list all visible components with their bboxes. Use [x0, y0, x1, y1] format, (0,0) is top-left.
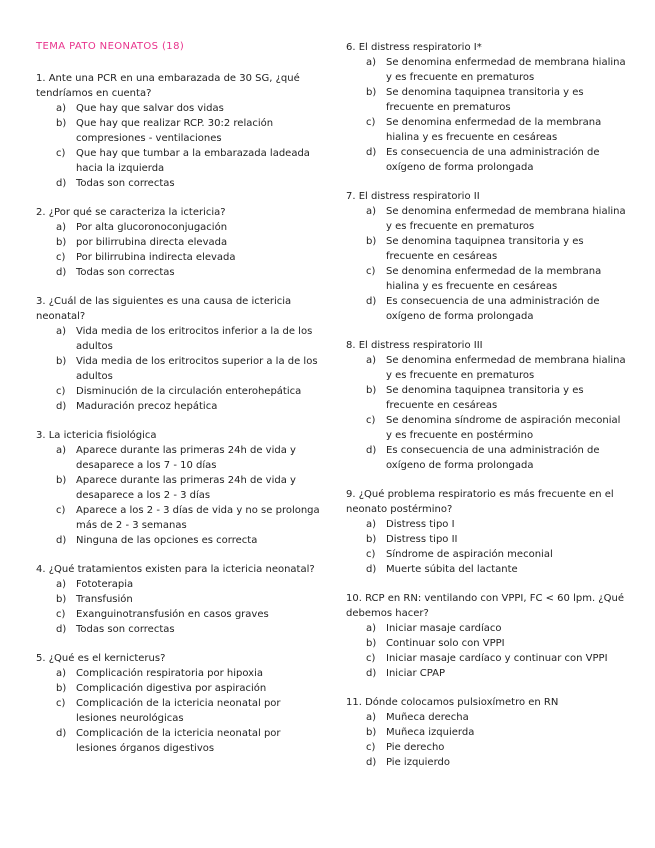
option-letter: c) [56, 698, 66, 709]
option-letter: d) [366, 296, 377, 307]
option-letter: b) [366, 87, 377, 98]
answer-option [346, 636, 628, 651]
question-text: 3. ¿Cuál de las siguientes es una causa de ictericia neonatal? [36, 296, 292, 322]
option-letter: a) [56, 222, 67, 233]
option-text: Es consecuencia de una administración de oxígeno de forma prolongada [386, 147, 600, 173]
option-letter: d) [366, 147, 377, 158]
answer-option [36, 592, 321, 607]
answer-option [36, 101, 321, 116]
answer-option [346, 204, 628, 234]
option-text: Todas son correctas [76, 267, 175, 278]
option-letter: b) [366, 638, 377, 649]
answer-option [346, 353, 628, 383]
option-text: Complicación de la ictericia neonatal por lesiones neurológicas [76, 698, 281, 724]
question [346, 40, 628, 175]
option-text: Es consecuencia de una administración de oxígeno de forma prolongada [386, 296, 600, 322]
answer-option [346, 710, 628, 725]
option-text: Exanguinotransfusión en casos graves [76, 609, 269, 620]
question [346, 695, 628, 770]
option-text: Muerte súbita del lactante [386, 564, 518, 575]
option-letter: a) [366, 206, 377, 217]
option-letter: c) [56, 609, 66, 620]
option-text: Distress tipo I [386, 519, 455, 530]
answer-option [346, 115, 628, 145]
answer-option [36, 607, 321, 622]
option-text: Iniciar CPAP [386, 668, 446, 679]
answer-option [346, 532, 628, 547]
option-text: Por bilirrubina indirecta elevada [76, 252, 236, 263]
option-letter: d) [366, 564, 377, 575]
option-letter: d) [366, 668, 377, 679]
option-list [346, 204, 628, 324]
answer-option [36, 399, 321, 414]
answer-option [346, 755, 628, 770]
option-text: Pie izquierdo [386, 757, 450, 768]
option-letter: a) [366, 712, 377, 723]
option-text: Distress tipo II [386, 534, 458, 545]
option-letter: a) [366, 623, 377, 634]
question-text: 11. Dónde colocamos pulsioxímetro en RN [346, 697, 559, 708]
option-text: Se denomina enfermedad de la membrana hialina y es frecuente en cesáreas [386, 266, 602, 292]
option-text: Es consecuencia de una administración de oxígeno de forma prolongada [386, 445, 600, 471]
option-text: Muñeca derecha [386, 712, 469, 723]
option-letter: c) [366, 117, 376, 128]
question [36, 562, 321, 637]
answer-option [346, 234, 628, 264]
option-letter: d) [56, 728, 67, 739]
question-text: 1. Ante una PCR en una embarazada de 30 SG, ¿qué tendríamos en cuenta? [36, 73, 300, 99]
right-column [346, 40, 628, 784]
option-letter: c) [56, 252, 66, 263]
option-text: por bilirrubina directa elevada [76, 237, 228, 248]
option-letter: b) [56, 475, 67, 486]
option-text: Se denomina síndrome de aspiración meconial y es frecuente en postérmino [386, 415, 621, 441]
question-text: 3. La ictericia fisiológica [36, 430, 157, 441]
question [346, 591, 628, 681]
question-text: 4. ¿Qué tratamientos existen para la ictericia neonatal? [36, 564, 315, 575]
option-letter: c) [366, 549, 376, 560]
option-text: Que hay que salvar dos vidas [76, 103, 224, 114]
option-list [36, 101, 321, 191]
option-list [36, 577, 321, 637]
question [36, 294, 321, 414]
answer-option [346, 517, 628, 532]
answer-option [346, 145, 628, 175]
option-text: Continuar solo con VPPI [386, 638, 505, 649]
option-letter: d) [366, 757, 377, 768]
question-text: 10. RCP en RN: ventilando con VPPI, FC < 60 lpm. ¿Qué debemos hacer? [346, 593, 624, 619]
option-letter: c) [366, 653, 376, 664]
option-list [346, 621, 628, 681]
option-text: Que hay que realizar RCP. 30:2 relación compresiones - ventilaciones [76, 118, 274, 144]
answer-option [36, 533, 321, 548]
option-list [36, 443, 321, 548]
option-list [36, 324, 321, 414]
option-text: Por alta glucoronoconjugación [76, 222, 228, 233]
option-text: Ninguna de las opciones es correcta [76, 535, 258, 546]
question [36, 428, 321, 548]
question [346, 338, 628, 473]
option-text: Aparece durante las primeras 24h de vida y desaparece a los 7 - 10 días [76, 445, 296, 471]
option-text: Se denomina enfermedad de la membrana hialina y es frecuente en cesáreas [386, 117, 602, 143]
option-text: Disminución de la circulación enterohepática [76, 386, 302, 397]
left-column [36, 40, 321, 770]
option-letter: b) [56, 237, 67, 248]
answer-option [36, 250, 321, 265]
option-letter: b) [366, 236, 377, 247]
answer-option [36, 146, 321, 176]
option-list [36, 220, 321, 280]
option-letter: c) [366, 742, 376, 753]
option-text: Se denomina taquipnea transitoria y es frecuente en cesáreas [386, 236, 584, 262]
question [346, 189, 628, 324]
option-text: Se denomina enfermedad de membrana hialina y es frecuente en prematuros [386, 57, 626, 83]
option-letter: a) [366, 355, 377, 366]
option-text: Fototerapia [76, 579, 134, 590]
option-text: Se denomina taquipnea transitoria y es frecuente en prematuros [386, 87, 584, 113]
left-question-list [36, 71, 321, 756]
option-letter: b) [366, 534, 377, 545]
answer-option [346, 547, 628, 562]
answer-option [36, 324, 321, 354]
option-list [346, 55, 628, 175]
option-letter: a) [56, 579, 67, 590]
answer-option [346, 651, 628, 666]
answer-option [346, 740, 628, 755]
answer-option [36, 443, 321, 473]
option-letter: b) [366, 385, 377, 396]
option-letter: c) [56, 505, 66, 516]
option-letter: a) [56, 445, 67, 456]
answer-option [346, 621, 628, 636]
option-letter: b) [56, 683, 67, 694]
option-text: Pie derecho [386, 742, 445, 753]
option-text: Síndrome de aspiración meconial [386, 549, 553, 560]
question-text: 2. ¿Por qué se caracteriza la ictericia? [36, 207, 226, 218]
answer-option [36, 666, 321, 681]
option-list [346, 517, 628, 577]
option-list [36, 666, 321, 756]
answer-option [36, 354, 321, 384]
option-letter: b) [56, 594, 67, 605]
answer-option [346, 443, 628, 473]
answer-option [346, 294, 628, 324]
option-letter: a) [366, 519, 377, 530]
option-letter: a) [366, 57, 377, 68]
option-text: Se denomina enfermedad de membrana hialina y es frecuente en prematuros [386, 206, 626, 232]
answer-option [36, 384, 321, 399]
question-text: 7. El distress respiratorio II [346, 191, 480, 202]
option-text: Iniciar masaje cardíaco [386, 623, 502, 634]
answer-option [36, 577, 321, 592]
option-text: Que hay que tumbar a la embarazada ladeada hacia la izquierda [76, 148, 310, 174]
option-text: Transfusión [76, 594, 133, 605]
option-text: Aparece durante las primeras 24h de vida y desaparece a los 2 - 3 días [76, 475, 296, 501]
option-letter: a) [56, 326, 67, 337]
option-letter: d) [56, 535, 67, 546]
option-letter: d) [56, 267, 67, 278]
option-text: Muñeca izquierda [386, 727, 475, 738]
option-letter: b) [56, 118, 67, 129]
right-question-list [346, 40, 628, 770]
question-text: 6. El distress respiratorio I* [346, 42, 482, 53]
option-letter: c) [56, 148, 66, 159]
option-letter: d) [56, 178, 67, 189]
option-letter: d) [366, 445, 377, 456]
question [36, 651, 321, 756]
option-text: Todas son correctas [76, 178, 175, 189]
option-list [346, 353, 628, 473]
option-text: Complicación de la ictericia neonatal por lesiones órganos digestivos [76, 728, 281, 754]
option-text: Vida media de los eritrocitos inferior a la de los adultos [76, 326, 313, 352]
answer-option [36, 176, 321, 191]
answer-option [36, 473, 321, 503]
option-text: Complicación digestiva por aspiración [76, 683, 267, 694]
answer-option [36, 265, 321, 280]
option-letter: a) [56, 668, 67, 679]
answer-option [36, 696, 321, 726]
answer-option [346, 666, 628, 681]
question [346, 487, 628, 577]
option-letter: c) [366, 266, 376, 277]
answer-option [346, 85, 628, 115]
answer-option [346, 383, 628, 413]
option-letter: d) [56, 624, 67, 635]
option-letter: a) [56, 103, 67, 114]
page-title: TEMA PATO NEONATOS (18) [36, 41, 185, 52]
option-text: Se denomina enfermedad de membrana hialina y es frecuente en prematuros [386, 355, 626, 381]
answer-option [36, 681, 321, 696]
answer-option [346, 725, 628, 740]
answer-option [36, 116, 321, 146]
answer-option [346, 264, 628, 294]
option-letter: b) [366, 727, 377, 738]
answer-option [36, 220, 321, 235]
question-text: 9. ¿Qué problema respiratorio es más frecuente en el neonato postérmino? [346, 489, 614, 515]
option-letter: c) [366, 415, 376, 426]
option-text: Complicación respiratoria por hipoxia [76, 668, 263, 679]
answer-option [346, 562, 628, 577]
answer-option [36, 235, 321, 250]
answer-option [36, 503, 321, 533]
option-list [346, 710, 628, 770]
option-letter: c) [56, 386, 66, 397]
question [36, 205, 321, 280]
option-letter: d) [56, 401, 67, 412]
option-text: Se denomina taquipnea transitoria y es frecuente en cesáreas [386, 385, 584, 411]
option-text: Todas son correctas [76, 624, 175, 635]
option-text: Iniciar masaje cardíaco y continuar con VPPI [386, 653, 608, 664]
option-text: Vida media de los eritrocitos superior a la de los adultos [76, 356, 318, 382]
answer-option [36, 622, 321, 637]
question [36, 71, 321, 191]
question-text: 5. ¿Qué es el kernicterus? [36, 653, 166, 664]
option-letter: b) [56, 356, 67, 367]
option-text: Maduración precoz hepática [76, 401, 218, 412]
option-text: Aparece a los 2 - 3 días de vida y no se prolonga más de 2 - 3 semanas [76, 505, 320, 531]
question-text: 8. El distress respiratorio III [346, 340, 483, 351]
answer-option [36, 726, 321, 756]
answer-option [346, 55, 628, 85]
answer-option [346, 413, 628, 443]
